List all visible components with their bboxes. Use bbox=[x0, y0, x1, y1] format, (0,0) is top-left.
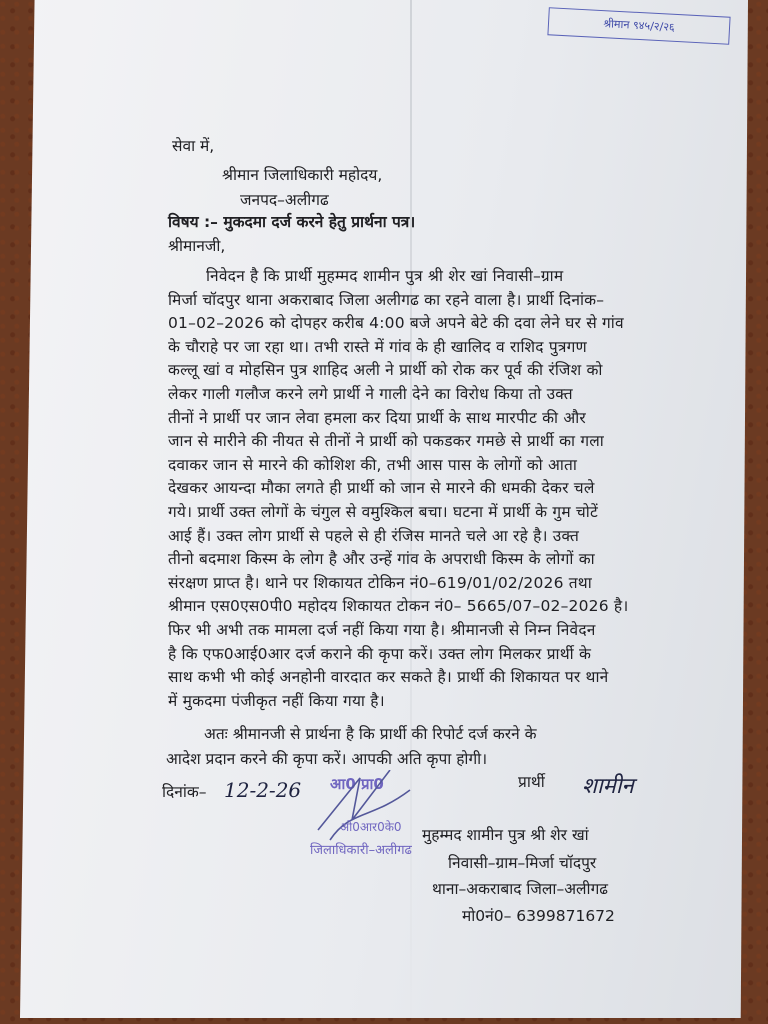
body-line: जान से मारीने की नीयत से तीनों ने प्रार्थी को पकडकर गमछे से प्रार्थी का गला bbox=[168, 432, 605, 451]
closing-line-2: आदेश प्रदान करने की कृपा करें। आपकी अति कृपा होगी। bbox=[166, 750, 488, 768]
body-line: फिर भी अभी तक मामला दर्ज नहीं किया गया है। श्रीमानजी से निम्न निवेदन bbox=[168, 621, 596, 639]
body-line: कल्लू खां व मोहसिन पुत्र शाहिद अली ने प्रार्थी को रोक कर पूर्व की रंजिश को bbox=[168, 361, 603, 380]
body-line: लेकर गाली गलौज करने लगे प्रार्थी ने गाली देने का विरोध किया तो उक्त bbox=[168, 385, 573, 403]
body-line: मिर्जा चॉदपुर थाना अकराबाद जिला अलीगढ का रहने वाला है। प्रार्थी दिनांक– bbox=[168, 290, 605, 309]
stamp-line-2: ओ0आर0के0 bbox=[340, 820, 402, 834]
body-line: संरक्षण प्राप्त है। थाने पर शिकायत टोकिन नं0–619/01/02/2026 तथा bbox=[168, 573, 592, 592]
body-line: तीनों ने प्रार्थी पर जान लेवा हमला कर दिया प्रार्थी के साथ मारपीट की और bbox=[168, 408, 586, 427]
greeting: श्रीमानजी, bbox=[168, 237, 226, 255]
sender-station: थाना–अकराबाद जिला–अलीगढ bbox=[432, 880, 609, 898]
applicant-label: प्रार्थी bbox=[518, 773, 545, 791]
body-line: तीनो बदमाश किस्म के लोग है और उन्हें गांव के अपराधी किस्म के लोगों का bbox=[168, 550, 595, 569]
body-line: आई हैं। उक्त लोग प्रार्थी से पहले से ही रंजिस मानते चले आ रहे है। उक्त bbox=[168, 526, 580, 545]
salutation: सेवा में, bbox=[172, 137, 215, 155]
body-line: गये। प्रार्थी उक्त लोगों के चंगुल से वमुश्किल बचा। घटना में प्रार्थी के गुम चोटें bbox=[168, 503, 598, 521]
body-line: देखकर आयन्दा मौका लगते ही प्रार्थी को जान से मारने की धमकी देकर चले bbox=[168, 479, 595, 498]
subject-line: विषय :– मुकदमा दर्ज करने हेतु प्रार्थना पत्र। bbox=[168, 213, 416, 231]
district: जनपद–अलीगढ bbox=[240, 191, 329, 209]
body-line: साथ कभी भी कोई अनहोनी वारदात कर सकते है। प्रार्थी की शिकायत पर थाने bbox=[168, 668, 609, 687]
sender-mobile: मो0नं0– 6399871672 bbox=[462, 907, 615, 925]
body-line: दवाकर जान से मारने की कोशिश की, तभी आस पास के लोगों को आता bbox=[168, 455, 578, 474]
body-line: के चौराहे पर जा रहा था। तभी रास्ते में गांव के ही खालिद व राशिद पुत्रगण bbox=[168, 337, 587, 356]
addressee: श्रीमान जिलाधिकारी महोदय, bbox=[222, 166, 383, 184]
body-line: है कि एफ0आई0आर दर्ज कराने की कृपा करें। उक्त लोग मिलकर प्रार्थी के bbox=[168, 644, 592, 663]
handwritten-date: 12-2-26 bbox=[224, 778, 302, 802]
body-line: निवेदन है कि प्रार्थी मुहम्मद शामीन पुत्र श्री शेर खां निवासी–ग्राम bbox=[206, 267, 564, 285]
body-line: में मुकदमा पंजीकृत नहीं किया गया है। bbox=[168, 691, 385, 710]
sender-name: मुहम्मद शामीन पुत्र श्री शेर खां bbox=[422, 826, 589, 844]
reference-stamp: श्रीमान ९४५/२/२६ bbox=[547, 7, 730, 44]
body-line: श्रीमान एस0एस0पी0 महोदय शिकायत टोकन नं0– 5665/07–02–2026 है। bbox=[168, 597, 629, 616]
sender-village: निवासी–ग्राम–मिर्जा चॉदपुर bbox=[448, 854, 597, 872]
date-label: दिनांक– bbox=[162, 783, 207, 801]
stamp-line-1: आ0 प्रा0 bbox=[330, 775, 384, 793]
body-line: 01–02–2026 को दोपहर करीब 4:00 बजे अपने बेटे की दवा लेने घर से गांव bbox=[168, 314, 624, 333]
office-stamp bbox=[300, 770, 460, 862]
closing-line-1: अतः श्रीमानजी से प्रार्थना है कि प्रार्थी की रिपोर्ट दर्ज करने के bbox=[204, 725, 537, 743]
stamp-line-3: जिलाधिकारी–अलीगढ bbox=[310, 843, 412, 858]
applicant-signature: शामीन bbox=[582, 774, 634, 799]
